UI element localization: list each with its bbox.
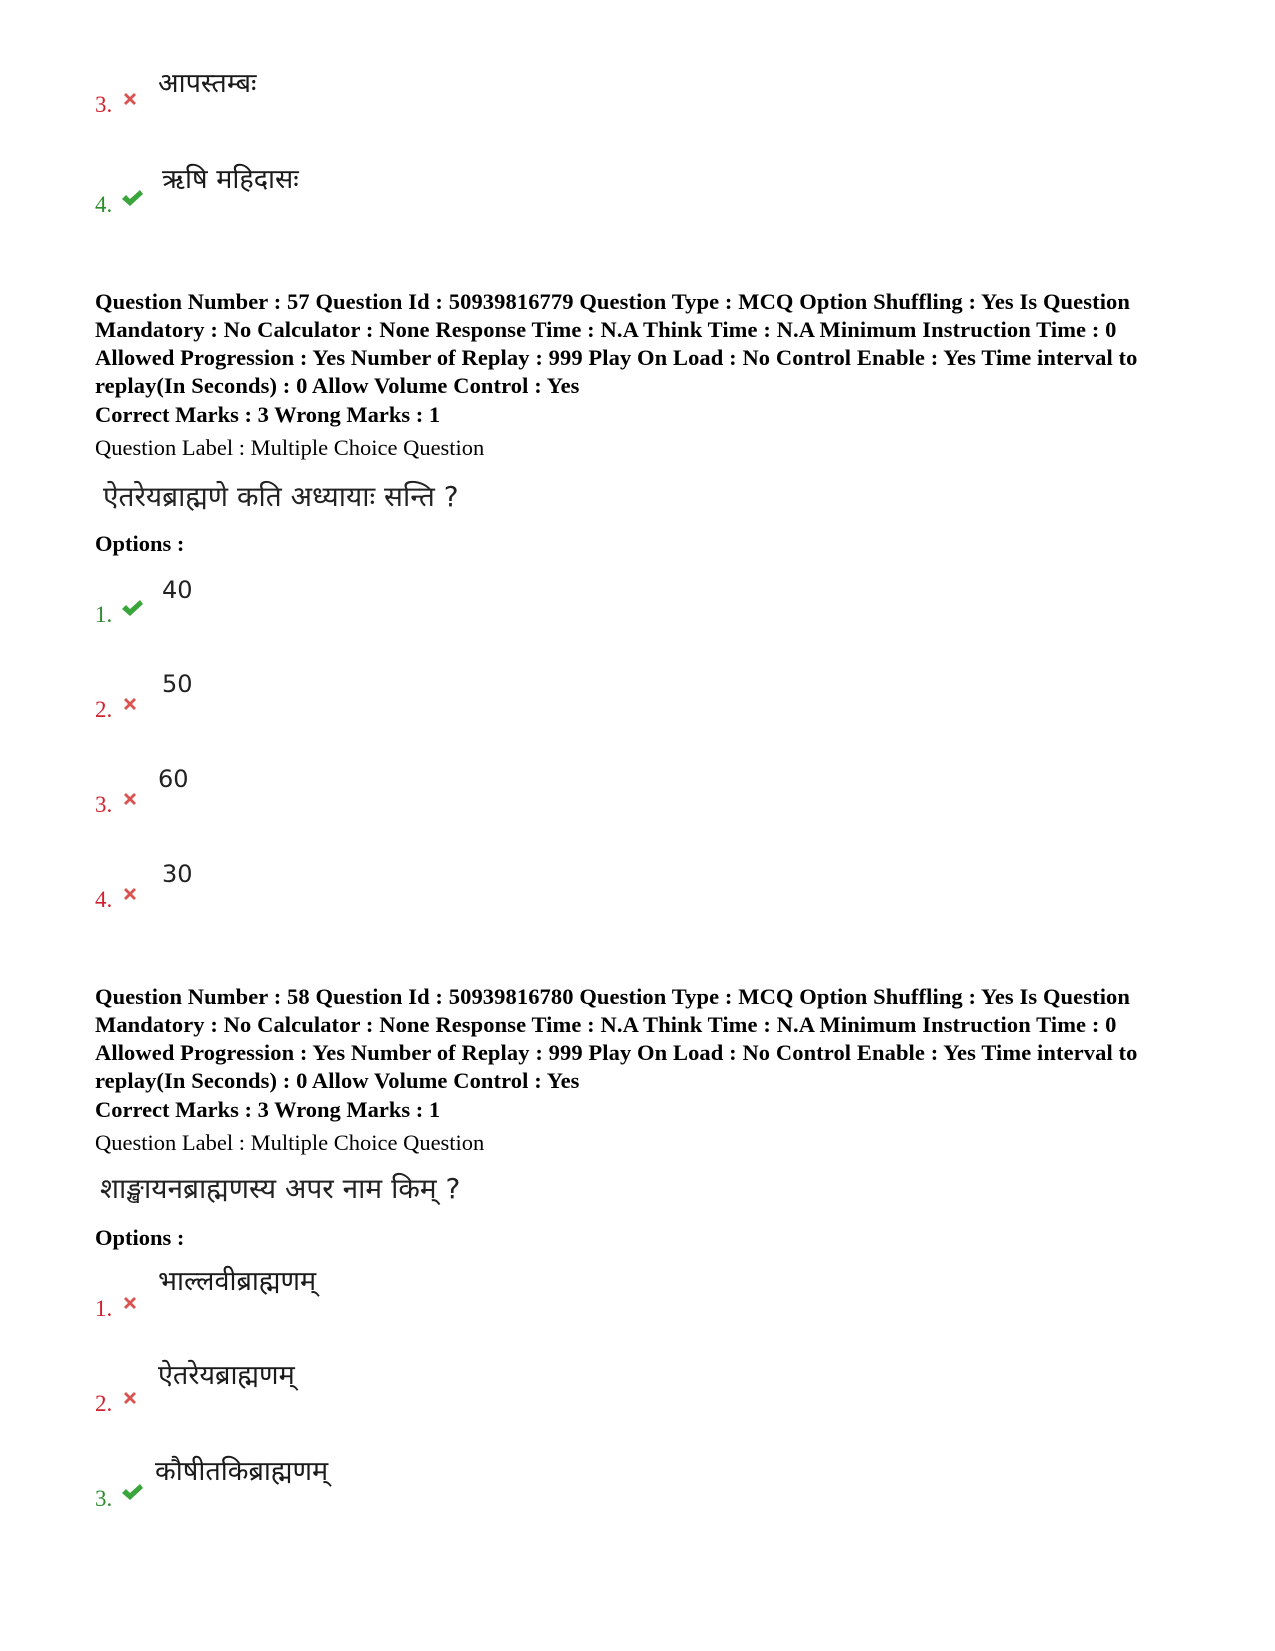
option-text: 50 [162, 670, 193, 698]
option-number: 3. [95, 792, 113, 817]
correct-check-icon [120, 598, 144, 618]
option-row [95, 887, 140, 913]
wrong-cross-icon [120, 1293, 140, 1313]
correct-check-icon [120, 188, 144, 208]
option-number: 2. [95, 697, 113, 722]
option-row [95, 92, 140, 118]
question-label: Question Label : Multiple Choice Question [95, 1130, 485, 1155]
question-meta: Question Number : 57 Question Id : 50939816779 Question Type : MCQ Option Shuffling : Yes Is Question Mandatory : No Calculator : None Response Time : N.A Think Time : N.A Minimum Instruction Time : 0 Allowed Progression : Yes Number of Replay : 999 Play On Load : No Control Enable : Yes Time interval to replay(In Seconds) : 0 Allow Volume Control : Yes [95, 289, 1138, 398]
question-marks: Correct Marks : 3 Wrong Marks : 1 [95, 402, 441, 427]
option-text: ऋषि महिदासः [162, 164, 299, 195]
option-text: 60 [158, 765, 189, 793]
wrong-cross-icon [120, 1388, 140, 1408]
option-text: ऐतरेयब्राह्मणम् [158, 1360, 295, 1391]
question-text: शाङ्खायनब्राह्मणस्य अपर नाम किम् ? [100, 1172, 461, 1205]
option-number: 4. [95, 192, 113, 217]
options-heading: Options : [95, 1225, 185, 1250]
option-number: 3. [95, 1486, 113, 1511]
option-text: आपस्तम्बः [158, 68, 257, 99]
option-row [95, 192, 144, 218]
options-heading: Options : [95, 531, 185, 556]
option-row [95, 1391, 140, 1417]
option-row [95, 1296, 140, 1322]
option-text: 40 [162, 576, 193, 604]
option-number: 2. [95, 1391, 113, 1416]
question-text: ऐतरेयब्राह्मणे कति अध्यायाः सन्ति ? [103, 480, 459, 513]
option-number: 1. [95, 1296, 113, 1321]
correct-check-icon [120, 1482, 144, 1502]
wrong-cross-icon [120, 884, 140, 904]
option-number: 4. [95, 887, 113, 912]
option-row [95, 1486, 144, 1512]
option-row [95, 602, 144, 628]
option-number: 1. [95, 602, 113, 627]
wrong-cross-icon [120, 694, 140, 714]
wrong-cross-icon [120, 89, 140, 109]
wrong-cross-icon [120, 789, 140, 809]
question-label: Question Label : Multiple Choice Question [95, 435, 485, 460]
option-text: भाल्लवीब्राह्मणम् [158, 1266, 317, 1297]
option-number: 3. [95, 92, 113, 117]
option-text: 30 [162, 860, 193, 888]
option-row [95, 792, 140, 818]
option-text: कौषीतकिब्राह्मणम् [155, 1456, 329, 1487]
question-marks: Correct Marks : 3 Wrong Marks : 1 [95, 1097, 441, 1122]
option-row [95, 697, 140, 723]
question-meta: Question Number : 58 Question Id : 50939816780 Question Type : MCQ Option Shuffling : Yes Is Question Mandatory : No Calculator : None Response Time : N.A Think Time : N.A Minimum Instruction Time : 0 Allowed Progression : Yes Number of Replay : 999 Play On Load : No Control Enable : Yes Time interval to replay(In Seconds) : 0 Allow Volume Control : Yes [95, 984, 1138, 1093]
